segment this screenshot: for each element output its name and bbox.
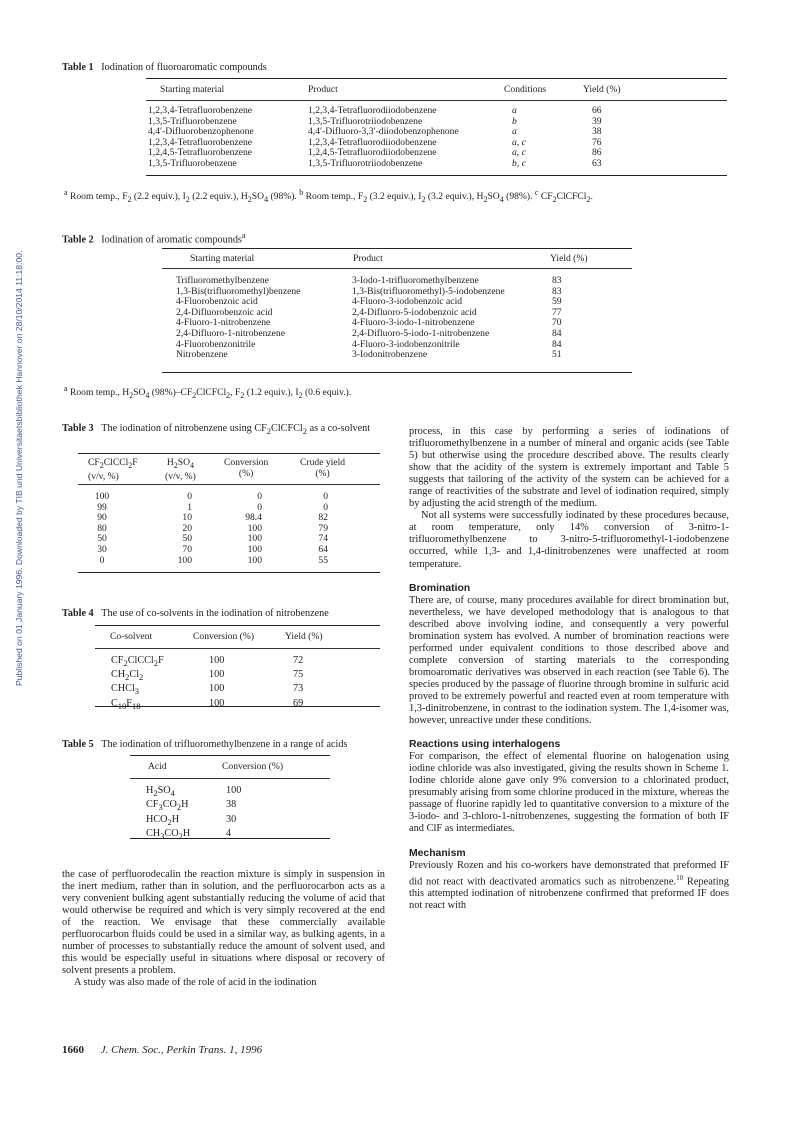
table1-header-yield: Yield (%): [583, 84, 621, 95]
table-cell: b, c: [512, 157, 526, 169]
table-cell: 74: [318, 533, 328, 545]
table1-header-product: Product: [308, 84, 338, 95]
table-cell: a: [512, 105, 517, 116]
table-row: [130, 828, 286, 842]
table-cell: $C_{10}F_{18}$: [111, 697, 141, 711]
table1-header-conditions: Conditions: [504, 84, 547, 95]
right-column-text: [409, 426, 729, 912]
table-cell: 20: [182, 522, 192, 534]
table-cell: 30: [226, 813, 237, 825]
table-cell: 0: [99, 554, 105, 566]
table-cell: 50: [182, 533, 192, 545]
table-cell: 1,3,5-Trifluorotriiodobenzene: [308, 157, 423, 169]
right-paragraph-2: Not all systems were successfully iodinated by these procedures because, at room temperature, only 14% conversion of 3-nitro-1-trifluoromethylbenzene to 3-nitro-5-trifluoromethyl-1-iodobenzene occurred, while 1,3- and 1,4-dinitrobenzenes were unaffected at room temperature.: [409, 510, 729, 570]
table-cell: 59: [552, 296, 562, 308]
table-row: [130, 785, 286, 799]
table-row: [78, 492, 328, 503]
table-cell: Trifluoromethylbenzene: [176, 275, 269, 286]
table-cell: 84: [552, 338, 562, 350]
table-cell: 10: [182, 512, 192, 524]
table-cell: 86: [592, 147, 602, 159]
table4-header-conversion: Conversion (%): [193, 631, 255, 642]
table-cell: 1,2,3,4-Tetrafluorobenzene: [148, 136, 253, 148]
table-cell: 1,3,5-Trifluorobenzene: [148, 157, 237, 169]
table-cell: 84: [552, 327, 562, 339]
table-cell: 100: [209, 655, 225, 666]
table4-body: [95, 655, 353, 712]
heading-interhalogens: Reactions using interhalogens: [409, 739, 561, 751]
table-row: [78, 524, 328, 535]
page-footer: [62, 1044, 262, 1056]
table-cell: 3-Iodonitrobenzene: [352, 349, 428, 361]
left-paragraph-1: the case of perfluorodecalin the reaction mixture is simply in suspension in the inert medium, rather than in solution, and the perfluorocarbon acts as a very convenient bulking agent substantially reducing the volume of acid that would otherwise be required and which is very simply recovered at the end of the reaction. We envisage that these commercially available perfluorocarbon fluids could be used in a similar way, as bulking agents, in a number of processes to substantially reduce the amount of solvent used, and this would be especially useful in situations where disposal or recovery of solvent presents a problem.: [62, 869, 385, 977]
table-cell: 1,2,3,4-Tetrafluorodiiodobenzene: [308, 105, 437, 116]
right-paragraph-1: process, in this case by performing a series of iodinations of trifluoromethylbenzene in a number of mineral and organic acids (see Table 5) but otherwise using the procedure described above. The results clearly show that the acidity of the system is extremely important and Table 5 suggests that tailoring of the activity of the system can be achieved for a range of reactivities of the substrate and level of iodination required, simply by adjusting the acid strength of the medium.: [409, 426, 729, 510]
table-cell: 1,2,4,5-Tetrafluorodiiodobenzene: [308, 147, 437, 159]
table-cell: 69: [293, 697, 304, 709]
table-row: [78, 556, 328, 567]
table-row: [162, 350, 582, 361]
table-cell: 82: [318, 512, 328, 524]
table-cell: 4-Fluorobenzoic acid: [176, 296, 258, 308]
table-row: [130, 814, 286, 828]
right-paragraph-4: For comparison, the effect of elemental fluorine on halogenation using iodine chloride was also investigated, giving the results shown in Scheme 1. Iodine chloride alone gave only 9% conversion to a chlorinated product, presumably arising from some chlorine produced in the mixture, whereas the passage of fluorine rapidly led to quantitative conversion to a mixture of the 3-iodo- and 3-chloro-1-nitrobenzenes, suggesting the formation of both IF and ClF as intermediates.: [409, 751, 729, 835]
table-row: [146, 106, 632, 117]
table-cell: 3-Iodo-1-trifluoromethylbenzene: [352, 275, 479, 286]
table5-caption: Table 5 The iodination of trifluoromethylbenzene in a range of acids: [62, 739, 348, 750]
table-cell: 98.4: [245, 512, 262, 524]
table3-header-conversion: Conversion (%): [224, 457, 269, 479]
table4-caption: Table 4 The use of co-solvents in the iodination of nitrobenzene: [62, 608, 329, 619]
table-cell: Nitrobenzene: [176, 349, 228, 361]
table-cell: 51: [552, 349, 562, 361]
right-paragraph-5: Previously Rozen and his co-workers have demonstrated that preformed IF did not react with deactivated aromatics such as nitrobenzene.$^{10}$ Repeating this attempted iodination of nitrobenzene confirmed that preformed IF does not react with: [409, 859, 729, 912]
table-cell: 1,2,4,5-Tetrafluorobenzene: [148, 147, 253, 159]
table-cell: 99: [97, 501, 107, 513]
table3-header-rule: [78, 484, 380, 485]
table4-header-yield: Yield (%): [285, 631, 323, 642]
table5-top-rule: [130, 755, 330, 756]
table3-top-rule: [78, 453, 380, 454]
table-row: [162, 276, 582, 287]
table-cell: 38: [226, 799, 237, 811]
table5-body: [130, 785, 286, 843]
right-paragraph-3: There are, of course, many procedures available for direct bromination but, nevertheless, we have developed methodology that is analogous to that described above involving iodine, and consequently a very powerful bromination system has evolved. A number of bromination reactions were performed under equivalent conditions to those described above and complete conversion of starting materials to the corresponding bromoaromatic derivatives was observed in each reaction (see Table 6). The species produced by the passage of fluorine through bromine in sulfuric acid proved to be extremely powerful and reacted even at room temperature with 1,3-dinitrobenzene, in contrast to the iodination system. The 1,4-isomer was, however, unreactive under these conditions.: [409, 594, 729, 727]
table-cell: $HCO_2H$: [146, 813, 180, 827]
table-cell: 79: [318, 522, 328, 534]
table-cell: 4: [226, 828, 232, 840]
table2-top-rule: [162, 248, 632, 249]
table-cell: 4,4′-Difluoro-3,3′-diiodobenzophenone: [308, 126, 459, 138]
table-cell: 1,2,3,4-Tetrafluorobenzene: [148, 105, 253, 116]
table-cell: 4-Fluoro-3-iodobenzonitrile: [352, 338, 460, 350]
journal-citation: J. Chem. Soc., Perkin Trans. 1, 1996: [100, 1044, 263, 1056]
heading-mechanism: Mechanism: [409, 847, 466, 859]
table-cell: a, c: [512, 147, 526, 159]
table5-header-rule: [130, 778, 330, 779]
table-cell: a, c: [512, 136, 526, 148]
left-paragraph-2: A study was also made of the role of acid in the iodination: [74, 977, 317, 989]
table3-header-acid: $H_2SO_4$ (v/v, %): [165, 457, 196, 482]
table2-header-rule: [162, 268, 632, 269]
table2-caption: Table 2 Iodination of aromatic compounds$^a$: [62, 230, 246, 246]
table-cell: 1,2,3,4-Tetrafluorodiiodobenzene: [308, 136, 437, 148]
table3-header-crude: Crude yield (%): [300, 457, 346, 479]
table-cell: 55: [318, 554, 328, 566]
table-cell: 100: [177, 554, 192, 566]
left-column-text: [62, 869, 385, 989]
table-cell: 2,4-Difluoro-1-nitrobenzene: [176, 327, 285, 339]
table3-caption: Table 3 The iodination of nitrobenzene using $CF_2ClCFCl_2$ as a co-solvent: [62, 423, 371, 437]
table4-header-cosolvent: Co-solvent: [110, 631, 153, 642]
table-cell: 2,4-Difluoro-5-iodo-1-nitrobenzene: [352, 327, 490, 339]
table2-body: [162, 276, 582, 361]
table-cell: 1,3,5-Trifluorotriiodobenzene: [308, 115, 423, 127]
table-cell: 0: [187, 491, 192, 502]
table-cell: 1: [187, 501, 192, 513]
table-row: [78, 503, 328, 514]
table-cell: 70: [552, 317, 562, 329]
table-row: [78, 534, 328, 545]
table5-header-acid: Acid: [148, 761, 167, 772]
table-cell: 100: [247, 522, 262, 534]
table-cell: 1,3-Bis(trifluoromethyl)benzene: [176, 285, 301, 297]
table-cell: 4-Fluoro-1-nitrobenzene: [176, 317, 271, 329]
table2-header-yield: Yield (%): [550, 253, 588, 264]
table-cell: $CH_3CO_2H$: [146, 828, 191, 842]
download-notice: Published on 01 January 1996. Downloaded by TIB und Universitaetsbibliothek Hannover on 28/10/2014 11:18:00.: [14, 250, 24, 686]
table2-header-product: Product: [353, 253, 383, 264]
table-cell: $CH_2Cl_2$: [111, 669, 144, 683]
table-cell: 4-Fluoro-3-iodo-1-nitrobenzene: [352, 317, 475, 329]
table1-header-start: Starting material: [160, 84, 225, 95]
table-cell: 83: [552, 285, 562, 297]
table-cell: 90: [97, 512, 107, 524]
table5-bottom-rule: [130, 838, 330, 839]
table3-body: [78, 492, 328, 566]
table-cell: 72: [293, 655, 304, 666]
table-row: [95, 669, 353, 683]
table2-footnote: $^a$ Room temp., $H_2SO_4$ $(98\%)-CF_2ClCFCl_2$, $F_2$ (1.2 equiv.), $I_2$ (0.6 equiv.).: [64, 384, 352, 401]
table4-top-rule: [95, 625, 380, 626]
table-cell: 2,4-Difluoro-5-iodobenzoic acid: [352, 306, 477, 318]
table-cell: 0: [323, 501, 328, 513]
table-cell: 1,3-Bis(trifluoromethyl)-5-iodobenzene: [352, 285, 505, 297]
table-cell: $CF_3CO_2H$: [146, 799, 189, 813]
table-cell: 30: [97, 543, 107, 555]
table-row: [78, 513, 328, 524]
table-cell: 39: [592, 115, 602, 127]
table1-header-rule: [146, 100, 727, 101]
table-cell: 50: [97, 533, 107, 545]
table-row: [95, 655, 353, 669]
table-cell: 100: [247, 533, 262, 545]
page-number: 1660: [62, 1044, 84, 1056]
table-cell: 0: [257, 491, 262, 502]
table3-header-cfc: $CF_2ClCCl_2F$ (v/v, %): [88, 457, 138, 482]
table-cell: 83: [552, 275, 562, 286]
table-cell: 2,4-Difluorobenzoic acid: [176, 306, 273, 318]
table-cell: CHCl$_3$: [111, 683, 140, 697]
table-cell: $CF_2ClCCl_2F$: [111, 655, 164, 669]
table5-header-conversion: Conversion (%): [222, 761, 284, 772]
heading-bromination: Bromination: [409, 582, 471, 594]
table-cell: 100: [247, 554, 262, 566]
table-cell: a: [512, 126, 517, 138]
table-cell: 64: [318, 543, 328, 555]
table2-bottom-rule: [162, 372, 632, 373]
table-cell: 100: [226, 785, 242, 796]
table-cell: 1,3,5-Trifluorobenzene: [148, 115, 237, 127]
table-cell: 38: [592, 126, 602, 138]
table1-footnote: $^a$ Room temp., $F_2$ (2.2 equiv.), $I_2$ (2.2 equiv.), $H_2SO_4$ (98%). $^b$ Room temp., $F_2$ (3.2 equiv.), $I_2$ (3.2 equiv.), $H_2SO_4$ (98%). $^c$ $CF_2ClCFCl_2$.: [64, 188, 593, 205]
table-cell: 66: [592, 105, 602, 116]
table1-caption: Table 1 Iodination of fluoroaromatic compounds: [62, 62, 267, 73]
table-cell: 4-Fluoro-3-iodobenzoic acid: [352, 296, 463, 308]
table-cell: 77: [552, 306, 562, 318]
table-cell: 76: [592, 136, 602, 148]
table-cell: 63: [592, 157, 602, 169]
table-cell: 100: [94, 491, 110, 502]
table-cell: 75: [293, 669, 304, 681]
table-cell: 100: [209, 697, 225, 709]
table-cell: 70: [182, 543, 192, 555]
table-row: [78, 545, 328, 556]
table-cell: 100: [247, 543, 262, 555]
table-cell: 0: [257, 501, 262, 513]
table-row: [162, 329, 582, 340]
table-cell: 100: [209, 683, 225, 695]
table-cell: 80: [97, 522, 107, 534]
table-cell: 100: [209, 669, 225, 681]
table2-header-start: Starting material: [190, 253, 255, 264]
table-row: [130, 799, 286, 813]
table-cell: 0: [323, 491, 328, 502]
table4-bottom-rule: [95, 706, 380, 707]
table-cell: $H_2SO_4$: [146, 785, 175, 799]
table-cell: b: [512, 115, 517, 127]
table-row: [146, 159, 632, 170]
table-cell: 73: [293, 683, 304, 695]
table1-body: [146, 106, 632, 170]
table-cell: 4,4′-Difluorobenzophenone: [148, 126, 254, 138]
table4-header-rule: [95, 648, 380, 649]
table1-bottom-rule: [146, 175, 727, 176]
table-cell: 4-Fluorobenzonitrile: [176, 338, 256, 350]
table3-bottom-rule: [78, 572, 380, 573]
table1-top-rule: [146, 78, 727, 79]
table-row: [95, 698, 353, 712]
table-row: [95, 683, 353, 697]
